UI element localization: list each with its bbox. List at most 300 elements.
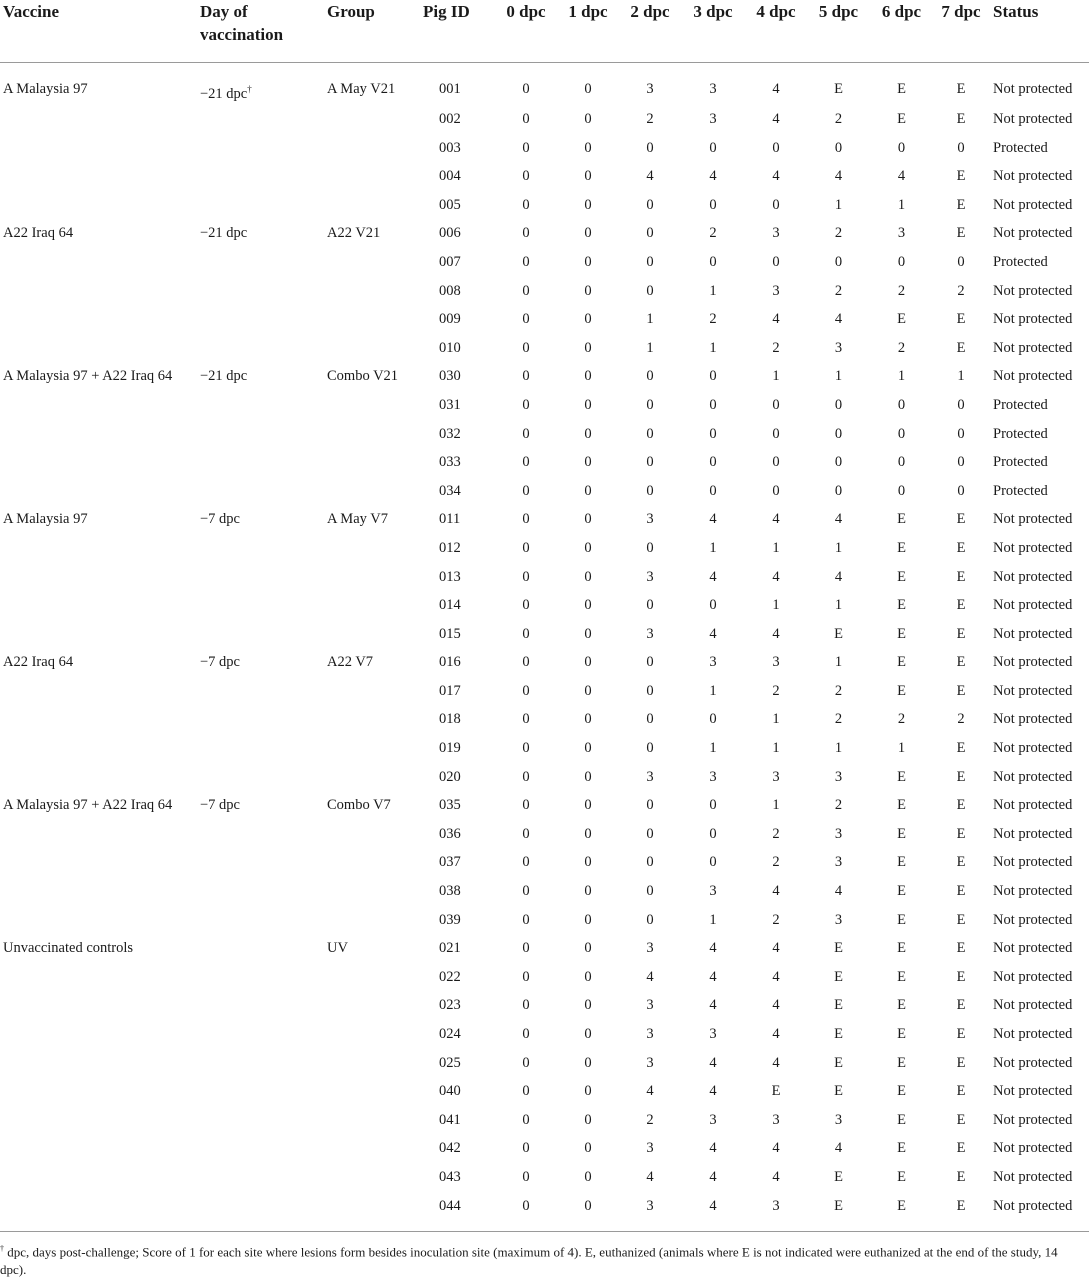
score-1dpc [557,448,619,477]
score-5dpc-text: 4 [834,511,843,528]
score-2dpc [619,563,681,592]
score-1dpc [557,620,619,649]
score-3dpc [681,734,745,763]
score-3dpc [681,1106,745,1135]
score-7dpc [933,591,989,620]
score-3dpc-text: 0 [709,711,717,728]
score-7dpc-text: 0 [957,482,965,499]
table-row [0,1192,1089,1221]
pig-id-cell [423,305,495,334]
status-cell [989,305,1089,334]
group-cell [327,1049,423,1078]
pig-id-cell-text: 012 [439,539,461,556]
score-7dpc-text: E [956,1140,966,1157]
score-5dpc [807,820,870,849]
table-row [0,820,1089,849]
score-5dpc-text: E [834,625,843,642]
score-4dpc [745,1163,807,1192]
score-6dpc-text: 0 [897,253,906,270]
group-cell-text: Combo V21 [327,368,399,385]
pig-id-cell-text: 016 [439,654,461,671]
score-0dpc-text: 0 [522,539,530,556]
score-0dpc-text: 0 [522,139,530,156]
score-2dpc [619,848,681,877]
score-5dpc-text: E [834,1054,843,1071]
score-6dpc [870,934,933,963]
score-3dpc-text: 2 [709,311,717,328]
score-2dpc-text: 3 [646,1054,654,1071]
table-row [0,906,1089,935]
pig-id-cell-text: 013 [439,568,461,585]
score-5dpc-text: 1 [834,539,843,556]
day-cell [200,848,327,877]
vaccine-cell-text: A22 Iraq 64 [3,225,74,242]
score-2dpc-text: 4 [646,168,654,185]
score-0dpc [495,134,557,163]
score-4dpc [745,477,807,506]
score-1dpc-text: 0 [584,539,592,556]
day-cell [200,906,327,935]
score-0dpc [495,477,557,506]
score-3dpc-text: 0 [709,139,717,156]
pig-id-cell-text: 001 [439,81,461,97]
pig-id-cell-text: 021 [439,940,461,957]
group-cell [327,906,423,935]
group-cell [327,105,423,134]
score-6dpc [870,1077,933,1106]
pig-id-cell [423,134,495,163]
score-2dpc-text: 0 [646,654,654,671]
status-cell [989,1049,1089,1078]
score-7dpc [933,448,989,477]
score-3dpc [681,105,745,134]
score-0dpc [495,877,557,906]
score-6dpc [870,648,933,677]
score-2dpc [619,1106,681,1135]
score-0dpc [495,591,557,620]
score-4dpc [745,134,807,163]
score-1dpc-text: 0 [584,454,592,471]
status-cell [989,648,1089,677]
table-row [0,505,1089,534]
group-cell [327,305,423,334]
score-3dpc [681,763,745,792]
score-3dpc [681,420,745,449]
score-4dpc-text: 3 [772,768,780,785]
table-row [0,105,1089,134]
score-3dpc-text: 0 [709,368,717,385]
score-2dpc [619,62,681,105]
score-2dpc [619,705,681,734]
score-4dpc [745,763,807,792]
score-0dpc [495,334,557,363]
score-1dpc-text: 0 [584,282,592,299]
status-cell-text: Not protected [993,825,1073,842]
score-1dpc [557,763,619,792]
score-1dpc [557,991,619,1020]
group-cell [327,934,423,963]
score-5dpc [807,677,870,706]
score-2dpc [619,648,681,677]
pig-id-cell [423,648,495,677]
score-6dpc-text: 0 [897,482,906,499]
score-5dpc [807,162,870,191]
status-cell-text: Not protected [993,654,1073,671]
status-cell-text: Protected [993,454,1048,471]
pig-id-cell-text: 039 [439,911,461,928]
score-5dpc [807,1049,870,1078]
score-3dpc-text: 0 [709,825,717,842]
score-4dpc-text: 4 [772,511,780,528]
status-cell-text: Not protected [993,854,1073,871]
status-cell [989,877,1089,906]
group-cell [327,277,423,306]
day-cell [200,248,327,277]
status-cell-text: Not protected [993,311,1073,328]
score-6dpc [870,448,933,477]
score-2dpc [619,391,681,420]
score-5dpc-text: E [834,1197,843,1214]
score-4dpc-text: 4 [772,168,780,185]
score-1dpc [557,1049,619,1078]
score-2dpc [619,791,681,820]
score-6dpc [870,705,933,734]
score-1dpc-text: 0 [584,1083,592,1100]
status-cell [989,1020,1089,1049]
score-2dpc [619,362,681,391]
score-7dpc-text: 0 [957,396,965,413]
status-cell-text: Not protected [993,168,1073,185]
score-6dpc [870,505,933,534]
score-4dpc [745,563,807,592]
pig-id-cell-text: 037 [439,854,461,871]
score-4dpc [745,705,807,734]
score-4dpc [745,1106,807,1135]
score-4dpc-text: 4 [772,1026,780,1042]
score-0dpc [495,277,557,306]
pig-id-cell-text: 019 [439,740,461,757]
score-3dpc-text: 4 [709,1197,717,1214]
score-7dpc-text: E [956,854,966,871]
score-0dpc [495,305,557,334]
score-4dpc-text: 4 [772,883,780,900]
score-7dpc-text: 0 [957,139,965,156]
table-row [0,791,1089,820]
score-2dpc [619,219,681,248]
table-row [0,219,1089,248]
group-cell-text: A May V7 [327,511,388,528]
status-cell-text: Not protected [993,1197,1073,1214]
score-1dpc [557,963,619,992]
pig-id-cell [423,277,495,306]
score-3dpc [681,1077,745,1106]
score-0dpc [495,1077,557,1106]
vaccine-cell [0,763,200,792]
score-7dpc [933,534,989,563]
group-cell [327,705,423,734]
score-5dpc-text: 3 [834,768,843,785]
score-2dpc [619,1163,681,1192]
score-3dpc-text: 0 [709,454,717,471]
score-6dpc [870,134,933,163]
score-6dpc-text: E [897,568,906,585]
group-cell [327,334,423,363]
score-7dpc-text: E [956,768,966,785]
score-7dpc-text: 0 [957,253,965,270]
score-0dpc [495,991,557,1020]
score-2dpc [619,305,681,334]
score-5dpc-text: 2 [834,797,843,814]
day-cell [200,391,327,420]
score-1dpc-text: 0 [584,1111,592,1128]
score-7dpc-text: E [956,196,966,213]
pig-id-cell [423,591,495,620]
vaccine-cell [0,305,200,334]
score-7dpc [933,248,989,277]
score-2dpc [619,134,681,163]
col-header-vaccine: Vaccine [3,2,60,21]
score-1dpc [557,1020,619,1049]
vaccine-cell-text: A Malaysia 97 [3,511,88,528]
score-2dpc [619,191,681,220]
pig-id-cell [423,820,495,849]
score-6dpc-text: 2 [897,282,906,299]
score-3dpc-text: 1 [709,740,717,757]
vaccine-cell [0,1134,200,1163]
score-7dpc [933,877,989,906]
pig-id-cell [423,991,495,1020]
status-cell [989,677,1089,706]
score-6dpc-text: E [897,625,906,642]
score-2dpc-text: 3 [646,81,654,97]
score-3dpc [681,591,745,620]
score-3dpc [681,391,745,420]
score-4dpc-text: 4 [772,1054,780,1071]
score-3dpc [681,134,745,163]
score-0dpc [495,791,557,820]
score-7dpc [933,906,989,935]
score-6dpc-text: 0 [897,425,906,442]
group-cell [327,362,423,391]
status-cell [989,1192,1089,1221]
score-4dpc [745,991,807,1020]
score-1dpc [557,705,619,734]
day-cell-text: −21 dpc [200,225,248,242]
score-1dpc-text: 0 [584,883,592,900]
score-4dpc-text: 0 [772,396,780,413]
score-7dpc [933,505,989,534]
status-cell-text: Not protected [993,196,1073,213]
score-5dpc-text: 1 [834,740,843,757]
score-0dpc-text: 0 [522,1054,530,1071]
group-cell [327,991,423,1020]
score-0dpc-text: 0 [522,883,530,900]
score-0dpc [495,620,557,649]
score-6dpc-text: E [897,854,906,871]
table-row [0,420,1089,449]
score-0dpc-text: 0 [522,396,530,413]
score-7dpc [933,1020,989,1049]
score-5dpc [807,763,870,792]
score-2dpc-text: 0 [646,539,654,556]
group-cell [327,734,423,763]
score-5dpc [807,1134,870,1163]
score-5dpc [807,1163,870,1192]
score-5dpc-text: E [834,1083,843,1100]
day-cell [200,477,327,506]
score-7dpc-text: 2 [957,282,965,299]
status-cell [989,848,1089,877]
vaccine-cell [0,105,200,134]
score-4dpc-text: 3 [772,225,780,242]
score-5dpc-text: 3 [834,1111,843,1128]
score-4dpc [745,963,807,992]
score-3dpc-text: 4 [709,168,717,185]
score-6dpc [870,848,933,877]
score-0dpc [495,1192,557,1221]
score-0dpc-text: 0 [522,111,530,127]
score-2dpc-text: 4 [646,968,654,985]
vaccine-cell [0,648,200,677]
pig-id-cell [423,362,495,391]
score-0dpc [495,934,557,963]
status-cell-text: Not protected [993,81,1073,97]
score-6dpc-text: E [897,539,906,556]
score-1dpc [557,420,619,449]
score-5dpc-text: 3 [834,854,843,871]
score-0dpc [495,563,557,592]
score-6dpc [870,420,933,449]
score-5dpc [807,277,870,306]
pig-id-cell [423,620,495,649]
score-6dpc [870,105,933,134]
score-5dpc-text: E [834,940,843,957]
score-4dpc [745,677,807,706]
pig-id-cell [423,1077,495,1106]
score-2dpc [619,334,681,363]
status-cell [989,563,1089,592]
score-5dpc [807,1192,870,1221]
score-3dpc [681,848,745,877]
score-0dpc-text: 0 [522,282,530,299]
score-4dpc-text: 0 [772,482,780,499]
vaccine-cell [0,877,200,906]
score-3dpc-text: 1 [709,539,717,556]
pig-id-cell-text: 033 [439,454,461,471]
score-7dpc-text: E [956,81,966,97]
status-cell [989,734,1089,763]
table-row [0,677,1089,706]
score-7dpc [933,648,989,677]
score-4dpc-text: 4 [772,81,780,97]
pig-id-cell [423,334,495,363]
group-cell-text: UV [327,940,348,957]
score-6dpc [870,362,933,391]
score-5dpc-text: 0 [834,454,843,471]
score-0dpc-text: 0 [522,825,530,842]
score-2dpc-text: 0 [646,282,654,299]
score-6dpc-text: E [897,997,906,1014]
score-5dpc-text: 4 [834,168,843,185]
score-6dpc [870,334,933,363]
score-0dpc [495,62,557,105]
pig-id-cell-text: 023 [439,997,461,1014]
score-4dpc-text: 1 [772,597,780,614]
score-3dpc-text: 3 [709,81,717,97]
score-3dpc [681,820,745,849]
group-cell [327,477,423,506]
score-3dpc [681,791,745,820]
pig-id-cell-text: 003 [439,139,461,156]
score-2dpc-text: 0 [646,883,654,900]
score-4dpc [745,848,807,877]
score-5dpc [807,219,870,248]
score-4dpc [745,362,807,391]
table-row [0,848,1089,877]
score-6dpc-text: E [897,940,906,957]
score-2dpc-text: 4 [646,1083,654,1100]
score-3dpc-text: 3 [709,1111,717,1128]
score-3dpc-text: 1 [709,282,717,299]
group-cell [327,877,423,906]
day-cell [200,991,327,1020]
score-1dpc [557,505,619,534]
score-5dpc-text: 2 [834,225,843,242]
score-3dpc-text: 0 [709,425,717,442]
pig-id-cell [423,848,495,877]
score-0dpc [495,1020,557,1049]
score-5dpc [807,563,870,592]
score-2dpc [619,248,681,277]
vaccine-cell-text: A22 Iraq 64 [3,654,74,671]
score-0dpc-text: 0 [522,654,530,671]
score-6dpc [870,1163,933,1192]
score-1dpc [557,848,619,877]
score-1dpc [557,591,619,620]
day-cell [200,705,327,734]
vaccine-cell [0,391,200,420]
group-cell [327,420,423,449]
vaccine-cell [0,162,200,191]
score-7dpc-text: E [956,797,966,814]
score-7dpc-text: E [956,1168,966,1185]
score-3dpc-text: 0 [709,854,717,871]
score-6dpc-text: 2 [897,339,906,356]
score-3dpc [681,563,745,592]
score-1dpc [557,791,619,820]
pig-id-cell-text: 035 [439,797,461,814]
score-5dpc-text: 3 [834,825,843,842]
group-cell-text: A22 V21 [327,225,381,242]
score-7dpc [933,963,989,992]
pig-id-cell [423,1020,495,1049]
score-3dpc-text: 0 [709,253,717,270]
score-0dpc-text: 0 [522,482,530,499]
status-cell [989,391,1089,420]
score-7dpc [933,277,989,306]
score-2dpc-text: 0 [646,482,654,499]
score-3dpc-text: 4 [709,1168,717,1185]
score-4dpc-text: 3 [772,1111,780,1128]
score-3dpc-text: 4 [709,968,717,985]
score-6dpc-text: E [897,1026,906,1042]
score-1dpc [557,734,619,763]
score-4dpc-text: 3 [772,654,780,671]
day-cell [200,620,327,649]
score-0dpc [495,820,557,849]
score-6dpc [870,248,933,277]
score-5dpc [807,791,870,820]
